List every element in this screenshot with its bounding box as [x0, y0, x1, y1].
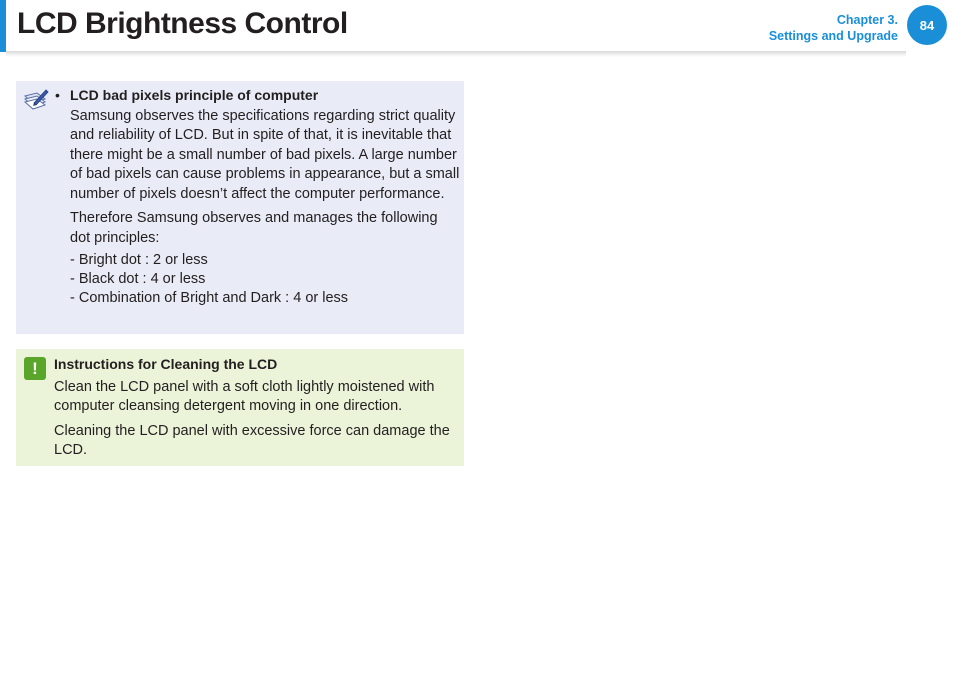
list-item: - Combination of Bright and Dark : 4 or less — [70, 290, 349, 306]
header-divider — [6, 51, 906, 57]
chapter-label — [769, 12, 898, 44]
note-heading: LCD bad pixels principle of computer — [70, 87, 319, 103]
caution-paragraph: Clean the LCD panel with a soft cloth lightly moistened with computer cleansing detergent moving in one direction. — [54, 378, 435, 414]
caution-content — [54, 355, 456, 461]
note-content — [70, 86, 460, 308]
note-bullet: • — [55, 87, 60, 103]
list-item: - Black dot : 4 or less — [70, 271, 206, 287]
chapter-section: Settings and Upgrade — [768, 29, 898, 43]
list-item: - Bright dot : 2 or less — [70, 252, 208, 268]
note-box — [16, 81, 464, 334]
note-paragraph: Samsung observes the specifications regarding strict quality and reliability of LCD. But in spite of that, it is inevitable that there might be a small number of bad pixels. A large number of bad pixels can cause problems in appearance, but a small number of pixels doesn’t affect the computer performance. — [70, 107, 460, 202]
caution-heading: Instructions for Cleaning the LCD — [54, 356, 278, 372]
page-number-badge: 84 — [907, 5, 947, 45]
page-title: LCD Brightness Control — [17, 7, 348, 40]
dot-principles-list — [70, 251, 460, 308]
pencil-note-icon — [22, 87, 50, 113]
header-accent-bar — [0, 0, 6, 52]
exclamation-icon: ! — [24, 357, 46, 380]
caution-box — [16, 349, 464, 466]
chapter-number: Chapter 3. — [836, 13, 898, 27]
note-paragraph: Therefore Samsung observes and manages the following dot principles: — [70, 210, 438, 246]
caution-paragraph: Cleaning the LCD panel with excessive force can damage the LCD. — [54, 422, 450, 458]
